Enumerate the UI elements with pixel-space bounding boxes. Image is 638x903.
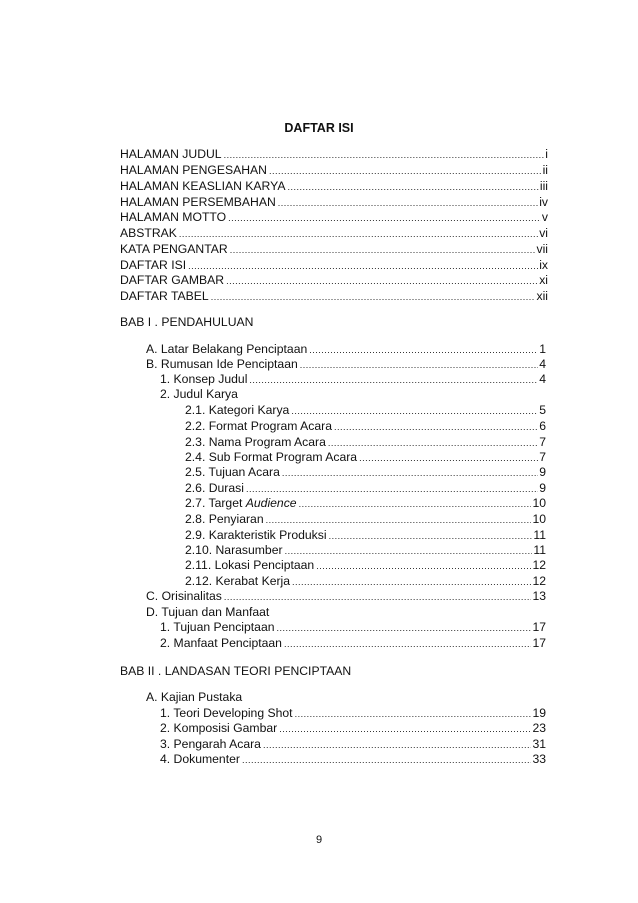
toc-page: xi: [539, 273, 548, 287]
toc-entry-halaman-pengesahan[interactable]: [120, 163, 548, 179]
toc-entry-sub[interactable]: [185, 496, 546, 512]
toc-label: 1. Tujuan Penciptaan: [160, 620, 275, 634]
toc-entry-daftar-isi[interactable]: [120, 258, 548, 274]
toc-page: 19: [532, 706, 546, 720]
toc-page: 4: [539, 372, 546, 386]
toc-dots: [328, 436, 538, 451]
toc-label: 2.4. Sub Format Program Acara: [185, 450, 358, 464]
toc-entry-halaman-motto[interactable]: [120, 210, 548, 226]
toc-entry-sub[interactable]: [185, 543, 546, 559]
toc-dots: [288, 180, 539, 195]
toc-entry-kata-pengantar[interactable]: [120, 242, 548, 258]
toc-dots: [316, 559, 531, 574]
toc-entry-halaman-judul[interactable]: [120, 147, 548, 163]
toc-dots: [282, 466, 538, 481]
toc-label: 2.11. Lokasi Penciptaan: [185, 558, 315, 572]
toc-page: 11: [533, 543, 546, 557]
toc-dots: [269, 164, 542, 179]
toc-dots: [309, 343, 538, 358]
toc-label: 2.6. Durasi: [185, 481, 244, 495]
toc-page: ix: [539, 258, 548, 272]
toc-label: DAFTAR GAMBAR: [120, 273, 225, 287]
toc-page: vi: [539, 226, 548, 240]
toc-label: 2.10. Narasumber: [185, 543, 283, 557]
toc-page: 9: [539, 481, 546, 495]
toc-dots: [263, 738, 531, 753]
toc-label: A. Latar Belakang Penciptaan: [146, 342, 308, 356]
toc-page: 12: [532, 574, 546, 588]
toc-entry-manfaat-penciptaan[interactable]: [160, 636, 546, 652]
toc-label: HALAMAN KEASLIAN KARYA: [120, 179, 286, 193]
toc-entry-abstrak[interactable]: [120, 226, 548, 242]
toc-entry-sub[interactable]: [185, 450, 546, 466]
toc-dots: [299, 497, 532, 512]
toc-dots: [278, 196, 538, 211]
toc-dots: [285, 544, 533, 559]
toc-label: 1. Teori Developing Shot: [160, 706, 293, 720]
toc-page: 11: [533, 528, 546, 542]
toc-label: 2.2. Format Program Acara: [185, 419, 332, 433]
toc-entry-latar-belakang[interactable]: [146, 342, 546, 358]
toc-dots: [211, 290, 536, 305]
chapter-heading-bab2: BAB II . LANDASAN TEORI PENCIPTAAN: [120, 664, 352, 678]
toc-entry-halaman-keaslian-karya[interactable]: [120, 179, 548, 195]
toc-dots: [226, 274, 538, 289]
toc-entry-sub[interactable]: [185, 435, 546, 451]
toc-label: HALAMAN PERSEMBAHAN: [120, 195, 276, 209]
toc-dots: [300, 358, 538, 373]
toc-entry-pengarah-acara[interactable]: [160, 737, 546, 753]
toc-entry-tujuan-penciptaan[interactable]: [160, 620, 546, 636]
page-number: 9: [315, 834, 323, 846]
toc-page: 7: [539, 450, 546, 464]
toc-dots: [277, 621, 532, 636]
toc-label: HALAMAN JUDUL: [120, 147, 222, 161]
toc-page: 1: [539, 342, 546, 356]
toc-page: vii: [536, 242, 548, 256]
toc-dots: [359, 451, 538, 466]
toc-dots: [224, 590, 532, 605]
toc-subheading-judul-karya: 2. Judul Karya: [160, 387, 238, 401]
toc-dots: [266, 513, 532, 528]
toc-dots: [329, 529, 533, 544]
toc-label: 4. Dokumenter: [160, 752, 240, 766]
toc-dots: [279, 722, 531, 737]
toc-dots: [295, 707, 532, 722]
toc-entry-dokumenter[interactable]: [160, 752, 546, 768]
toc-page: i: [545, 147, 548, 161]
toc-label: 2.9. Karakteristik Produksi: [185, 528, 327, 542]
toc-label: 1. Konsep Judul: [160, 372, 248, 386]
toc-entry-sub[interactable]: [185, 465, 546, 481]
toc-label: ABSTRAK: [120, 226, 177, 240]
toc-page: 17: [532, 620, 546, 634]
toc-entry-halaman-persembahan[interactable]: [120, 195, 548, 211]
toc-entry-daftar-gambar[interactable]: [120, 273, 548, 289]
toc-dots: [291, 404, 538, 419]
toc-subheading-kajian-pustaka: A. Kajian Pustaka: [146, 690, 243, 704]
toc-entry-sub[interactable]: [185, 558, 546, 574]
toc-entry-komposisi-gambar[interactable]: [160, 721, 546, 737]
toc-page: 33: [532, 752, 546, 766]
toc-page: 7: [539, 435, 546, 449]
toc-page: 10: [532, 496, 546, 510]
toc-dots: [230, 243, 536, 258]
toc-dots: [246, 482, 538, 497]
toc-entry-sub[interactable]: [185, 419, 546, 435]
toc-page: 12: [532, 558, 546, 572]
page-title: DAFTAR ISI: [284, 121, 354, 135]
toc-entry-sub[interactable]: [185, 481, 546, 497]
toc-page: 31: [532, 737, 546, 751]
toc-entry-rumusan-ide[interactable]: [146, 357, 546, 373]
toc-page: xii: [536, 289, 548, 303]
toc-label: C. Orisinalitas: [146, 589, 222, 603]
toc-dots: [284, 637, 531, 652]
toc-entry-sub[interactable]: [185, 403, 546, 419]
toc-label: 3. Pengarah Acara: [160, 737, 261, 751]
toc-page: 17: [532, 636, 546, 650]
toc-page: iii: [539, 179, 548, 193]
toc-label: 2.3. Nama Program Acara: [185, 435, 326, 449]
chapter-heading-bab1: BAB I . PENDAHULUAN: [120, 315, 254, 329]
toc-label: B. Rumusan Ide Penciptaan: [146, 357, 298, 371]
toc-label: DAFTAR TABEL: [120, 289, 209, 303]
toc-entry-orisinalitas[interactable]: [146, 589, 546, 605]
toc-dots: [242, 753, 532, 768]
toc-label-prefix: 2.7. Target: [185, 496, 246, 510]
toc-page: 6: [539, 419, 546, 433]
toc-label-italic: Audience: [245, 496, 297, 510]
toc-dots: [179, 227, 538, 242]
toc-page: 9: [539, 465, 546, 479]
toc-label: 2. Manfaat Penciptaan: [160, 636, 282, 650]
toc-page: 10: [532, 512, 546, 526]
toc-page: 23: [532, 721, 546, 735]
toc-page: iv: [539, 195, 548, 209]
toc-entry-developing-shot[interactable]: [160, 706, 546, 722]
toc-page: ii: [542, 163, 548, 177]
toc-page: v: [541, 210, 548, 224]
toc-entry-konsep-judul[interactable]: [160, 372, 546, 388]
toc-dots: [249, 373, 538, 388]
toc-label: KATA PENGANTAR: [120, 242, 228, 256]
toc-subheading-tujuan-manfaat: D. Tujuan dan Manfaat: [146, 605, 270, 619]
toc-page: 13: [532, 589, 546, 603]
toc-dots: [334, 420, 538, 435]
toc-label: HALAMAN PENGESAHAN: [120, 163, 267, 177]
toc-label: 2.5. Tujuan Acara: [185, 465, 280, 479]
toc-entry-sub[interactable]: [185, 574, 546, 590]
toc-label: 2.8. Penyiaran: [185, 512, 264, 526]
toc-entry-sub[interactable]: [185, 528, 546, 544]
toc-dots: [228, 211, 541, 226]
toc-page: 5: [539, 403, 546, 417]
toc-label: 2. Komposisi Gambar: [160, 721, 278, 735]
toc-entry-sub[interactable]: [185, 512, 546, 528]
toc-dots: [224, 148, 545, 163]
toc-label: DAFTAR ISI: [120, 258, 187, 272]
toc-label: [185, 496, 299, 511]
toc-label: 2.12. Kerabat Kerja: [185, 574, 291, 588]
toc-page: 4: [539, 357, 546, 371]
toc-entry-daftar-tabel[interactable]: [120, 289, 548, 305]
toc-dots: [292, 575, 531, 590]
toc-dots: [188, 259, 538, 274]
toc-label: HALAMAN MOTTO: [120, 210, 227, 224]
toc-label: 2.1. Kategori Karya: [185, 403, 290, 417]
